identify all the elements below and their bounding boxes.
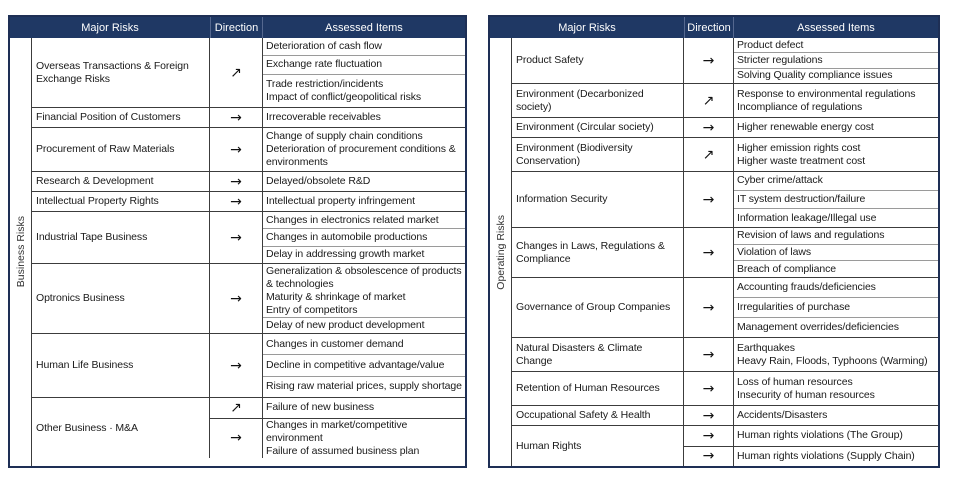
assessed-item-text: Solving Quality compliance issues — [737, 69, 893, 82]
assessed-item-text: Entry of competitors — [266, 303, 358, 316]
assessed-item-text: Breach of compliance — [737, 262, 836, 275]
major-risk-label: Industrial Tape Business — [32, 212, 210, 263]
assessed-items-cell — [263, 264, 465, 333]
assessed-item-group — [734, 38, 938, 52]
direction-segments — [210, 38, 465, 107]
assessed-item-text: Failure of new business — [266, 401, 375, 414]
assessed-item-group — [734, 297, 938, 317]
assessed-item-text: Insecurity of human resources — [737, 388, 875, 401]
risk-row — [512, 426, 938, 466]
major-risk-label: Procurement of Raw Materials — [32, 128, 210, 171]
assessed-item-text: Impact of conflict/geopolitical risks — [266, 90, 422, 103]
assessed-items-cell — [734, 118, 938, 137]
direction-segments — [210, 264, 465, 333]
direction-header: Direction — [210, 17, 263, 38]
direction-segments — [684, 138, 938, 171]
assessed-item-group — [734, 338, 938, 371]
direction-segment — [210, 172, 465, 191]
risk-row — [512, 118, 938, 138]
assessed-items-cell — [734, 84, 938, 117]
direction-segment — [684, 278, 938, 337]
major-risk-label: Overseas Transactions & Foreign Exchange Risks — [32, 38, 210, 107]
risk-group-label: Operating Risks — [494, 214, 507, 290]
direction-segment — [684, 446, 938, 467]
assessed-item-text: Irrecoverable receivables — [266, 111, 381, 123]
assessed-item-group — [734, 260, 938, 277]
assessed-item-text: Human rights violations (The Group) — [737, 429, 903, 442]
assessed-item-text: Change of supply chain conditions — [266, 130, 423, 142]
risk-row — [32, 172, 465, 192]
right-arrow-icon: → — [210, 172, 263, 191]
table-header-row — [490, 17, 938, 38]
assessed-item-group — [734, 190, 938, 209]
assessed-items-cell — [734, 372, 938, 405]
assessed-item-group — [263, 246, 465, 263]
assessed-item-group — [734, 317, 938, 337]
right-arrow-icon: → — [684, 118, 734, 137]
assessed-item-group — [734, 208, 938, 227]
right-arrow-icon: → — [684, 426, 734, 446]
direction-segments — [210, 398, 465, 458]
risk-row — [32, 128, 465, 172]
assessed-item-group — [734, 84, 938, 117]
assessed-item-text: Higher waste treatment cost — [737, 154, 866, 167]
right-arrow-icon: → — [210, 264, 263, 333]
right-arrow-icon: → — [684, 38, 734, 83]
assessed-item-text: Failure of assumed business plan — [266, 444, 420, 457]
assessed-item-text: Information leakage/Illegal use — [737, 211, 877, 224]
direction-header: Direction — [684, 17, 734, 38]
right-arrow-icon: → — [684, 406, 734, 425]
assessed-items-cell — [734, 447, 938, 467]
assessed-item-text: Trade restriction/incidents — [266, 77, 384, 90]
risk-row — [512, 406, 938, 426]
right-arrow-icon: → — [210, 334, 263, 397]
assessed-item-text: Loss of human resources — [737, 375, 853, 388]
assessed-item-group — [734, 244, 938, 261]
direction-segment — [210, 38, 465, 107]
direction-segment — [684, 84, 938, 117]
assessed-items-cell — [263, 128, 465, 171]
assessed-item-group — [263, 38, 465, 55]
assessed-items-cell — [734, 338, 938, 371]
up-right-arrow-icon: ↗ — [210, 38, 263, 107]
major-risks-header: Major Risks — [558, 21, 616, 34]
assessed-item-text: Response to environmental regulations — [737, 87, 916, 100]
assessed-items-cell — [734, 426, 938, 446]
risk-row — [512, 338, 938, 372]
assessed-items-header: Assessed Items — [797, 21, 875, 34]
assessed-item-text: Delay of new product development — [266, 319, 425, 332]
assessed-item-text: Deterioration of procurement conditions & environments — [266, 143, 456, 168]
direction-segment — [684, 228, 938, 277]
assessed-item-text: Accounting frauds/deficiencies — [737, 281, 876, 293]
assessed-item-text: Changes in customer demand — [266, 337, 404, 350]
up-right-arrow-icon: ↗ — [684, 84, 734, 117]
assessed-items-cell — [263, 212, 465, 263]
direction-segment — [684, 138, 938, 171]
assessed-item-group — [734, 228, 938, 244]
assessed-item-group — [263, 354, 465, 375]
right-arrow-icon: → — [210, 419, 263, 458]
assessed-item-text: Product defect — [737, 38, 804, 51]
direction-segment — [210, 192, 465, 211]
risk-rows — [32, 38, 465, 466]
risk-group-column — [10, 38, 32, 466]
assessed-item-text: Violation of laws — [737, 246, 811, 258]
major-risk-label: Optronics Business — [32, 264, 210, 333]
assessed-item-text: Revision of laws and regulations — [737, 229, 885, 242]
assessed-items-cell — [263, 334, 465, 397]
assessed-item-text: Changes in automobile productions — [266, 230, 428, 243]
direction-segment — [684, 118, 938, 137]
right-arrow-icon: → — [684, 228, 734, 277]
assessed-item-group — [263, 419, 465, 458]
major-risk-label: Information Security — [512, 172, 684, 227]
right-arrow-icon: → — [210, 128, 263, 171]
assessed-item-text: Higher emission rights cost — [737, 141, 861, 154]
right-arrow-icon: → — [684, 338, 734, 371]
right-arrow-icon: → — [684, 278, 734, 337]
direction-segment — [210, 128, 465, 171]
assessed-item-text: Human rights violations (Supply Chain) — [737, 449, 915, 462]
table-header-row — [10, 17, 465, 38]
risk-row — [32, 264, 465, 334]
direction-segments — [210, 334, 465, 397]
major-risk-label: Research & Development — [32, 172, 210, 191]
assessed-item-group — [734, 426, 938, 446]
assessed-item-text: Accidents/Disasters — [737, 409, 828, 421]
assessed-item-group — [734, 372, 938, 405]
direction-segment — [210, 398, 465, 418]
assessed-item-text: Delay in addressing growth market — [266, 248, 425, 261]
major-risk-label: Financial Position of Customers — [32, 108, 210, 127]
assessed-item-text: Cyber crime/attack — [737, 174, 823, 187]
direction-segment — [210, 264, 465, 333]
direction-segment — [684, 338, 938, 371]
assessed-items-cell — [263, 192, 465, 211]
assessed-item-text: Deterioration of cash flow — [266, 40, 382, 53]
direction-segment — [684, 426, 938, 446]
assessed-item-text: Delayed/obsolete R&D — [266, 175, 371, 187]
assessed-item-text: Changes in electronics related market — [266, 213, 439, 226]
direction-segment — [684, 372, 938, 405]
assessed-item-text: Rising raw material prices, supply shortage — [266, 380, 462, 393]
risk-row — [32, 334, 465, 398]
direction-segment — [684, 172, 938, 227]
major-risk-label: Retention of Human Resources — [512, 372, 684, 405]
major-risk-label: Product Safety — [512, 38, 684, 83]
direction-segments — [684, 38, 938, 83]
direction-segments — [684, 84, 938, 117]
assessed-item-group — [263, 108, 465, 127]
direction-segment — [210, 418, 465, 458]
business-risks-table — [8, 15, 467, 468]
risk-row — [512, 38, 938, 84]
assessed-item-group — [734, 172, 938, 190]
right-arrow-icon: → — [210, 108, 263, 127]
assessed-item-group — [263, 172, 465, 191]
direction-segment — [210, 334, 465, 397]
direction-segments — [684, 228, 938, 277]
risk-rows — [512, 38, 938, 466]
direction-segments — [210, 172, 465, 191]
direction-segments — [684, 172, 938, 227]
direction-segments — [210, 108, 465, 127]
assessed-item-group — [734, 118, 938, 137]
risk-row — [512, 372, 938, 406]
major-risk-label: Other Business · M&A — [32, 398, 210, 458]
risk-row — [32, 192, 465, 212]
assessed-item-text: Intellectual property infringement — [266, 195, 415, 207]
major-risk-label: Occupational Safety & Health — [512, 406, 684, 425]
direction-segments — [684, 426, 938, 466]
risk-group-label: Business Risks — [14, 216, 27, 288]
assessed-item-group — [734, 52, 938, 67]
assessed-item-text: Incompliance of regulations — [737, 100, 863, 113]
risk-row — [32, 212, 465, 264]
assessed-items-cell — [734, 406, 938, 425]
assessed-item-text: Earthquakes — [737, 341, 795, 354]
major-risk-label: Changes in Laws, Regulations & Compliance — [512, 228, 684, 277]
assessed-item-text: IT system destruction/failure — [737, 193, 866, 205]
assessed-item-text: Irregularities of purchase — [737, 301, 850, 313]
risk-row — [512, 228, 938, 278]
direction-segments — [684, 338, 938, 371]
assessed-item-text: Exchange rate fluctuation — [266, 58, 382, 71]
major-risk-label: Environment (Decarbonized society) — [512, 84, 684, 117]
risk-row — [32, 108, 465, 128]
assessed-items-cell — [734, 228, 938, 277]
right-arrow-icon: → — [684, 172, 734, 227]
assessed-items-cell — [263, 172, 465, 191]
assessed-item-group — [263, 128, 465, 171]
assessed-items-cell — [734, 278, 938, 337]
major-risk-label: Human Rights — [512, 426, 684, 466]
operating-risks-table — [488, 15, 940, 468]
risk-group-column — [490, 38, 512, 466]
assessed-item-group — [263, 228, 465, 245]
assessed-item-group — [734, 138, 938, 171]
direction-segment — [210, 108, 465, 127]
table-body — [10, 38, 465, 466]
risk-row — [512, 84, 938, 118]
direction-segments — [684, 406, 938, 425]
right-arrow-icon: → — [684, 447, 734, 467]
assessed-items-cell — [263, 108, 465, 127]
major-risk-label: Environment (Circular society) — [512, 118, 684, 137]
assessed-item-text: Heavy Rain, Floods, Typhoons (Warming) — [737, 354, 928, 367]
assessed-item-text: Maturity & shrinkage of market — [266, 290, 406, 303]
assessed-item-text: Higher renewable energy cost — [737, 121, 874, 133]
assessed-item-group — [263, 192, 465, 211]
risk-row — [32, 398, 465, 458]
assessed-items-cell — [734, 138, 938, 171]
direction-segments — [684, 372, 938, 405]
risk-row — [512, 278, 938, 338]
risk-row — [512, 138, 938, 172]
direction-segment — [684, 406, 938, 425]
assessed-item-group — [263, 398, 465, 418]
assessed-item-text: Management overrides/deficiencies — [737, 321, 899, 333]
right-arrow-icon: → — [210, 192, 263, 211]
direction-segments — [210, 192, 465, 211]
assessed-item-group — [734, 406, 938, 425]
assessed-item-group — [263, 74, 465, 108]
assessed-item-text: Stricter regulations — [737, 54, 823, 66]
assessed-item-text: Generalization & obsolescence of products & technologies — [266, 264, 462, 290]
assessed-item-text: Decline in competitive advantage/value — [266, 358, 445, 371]
table-body — [490, 38, 938, 466]
risk-row — [32, 38, 465, 108]
assessed-items-cell — [263, 419, 465, 458]
direction-segments — [210, 128, 465, 171]
major-risk-label: Natural Disasters & Climate Change — [512, 338, 684, 371]
major-risk-label: Governance of Group Companies — [512, 278, 684, 337]
assessed-item-group — [263, 212, 465, 228]
assessed-item-group — [734, 447, 938, 467]
assessed-item-group — [263, 264, 465, 317]
assessed-items-cell — [734, 172, 938, 227]
right-arrow-icon: → — [210, 212, 263, 263]
direction-segment — [210, 212, 465, 263]
assessed-items-cell — [263, 38, 465, 107]
up-right-arrow-icon: ↗ — [684, 138, 734, 171]
assessed-item-group — [263, 317, 465, 333]
major-risk-label: Environment (Biodiversity Conservation) — [512, 138, 684, 171]
assessed-items-header: Assessed Items — [325, 21, 403, 34]
assessed-items-cell — [734, 38, 938, 83]
assessed-item-group — [263, 334, 465, 354]
assessed-item-group — [263, 55, 465, 73]
assessed-item-group — [734, 278, 938, 297]
major-risk-label: Human Life Business — [32, 334, 210, 397]
up-right-arrow-icon: ↗ — [210, 398, 263, 418]
major-risks-header: Major Risks — [81, 21, 139, 34]
assessed-item-group — [734, 68, 938, 83]
assessed-items-cell — [263, 398, 465, 418]
direction-segments — [684, 118, 938, 137]
major-risk-label: Intellectual Property Rights — [32, 192, 210, 211]
direction-segments — [210, 212, 465, 263]
assessed-item-group — [263, 376, 465, 397]
assessed-item-text: Changes in market/competitive environment — [266, 418, 408, 444]
direction-segment — [684, 38, 938, 83]
direction-segments — [684, 278, 938, 337]
risk-row — [512, 172, 938, 228]
right-arrow-icon: → — [684, 372, 734, 405]
